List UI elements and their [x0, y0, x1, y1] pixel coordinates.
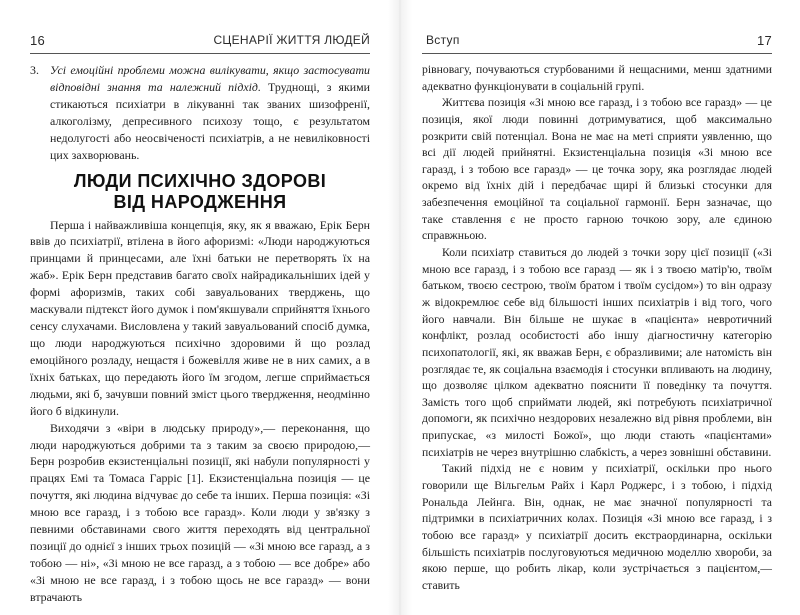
list-item-italic-lead: Усі емоційні проблеми можна вилікувати, якщо застосувати відповідні знання та належний підхід.	[50, 63, 370, 94]
right-running-head: Вступ	[426, 33, 460, 47]
right-body-text	[422, 62, 772, 595]
section-heading	[30, 171, 370, 213]
right-page	[400, 0, 800, 615]
section-heading-line-1: ЛЮДИ ПСИХІЧНО ЗДОРОВІ	[73, 170, 327, 191]
right-header-rule	[422, 53, 772, 54]
list-item-text: Труднощі, з якими стикаються психіатри в лікуванні так званих шизофренії, алкоголізму, депресивного психозу тощо, є результатом недолугості або неосвіченості психіатрів, а не невиліковності цих захворювань.	[50, 79, 370, 162]
right-paragraph-4: Такий підхід не є новим у психіатрії, оскільки про нього говорили ще Вільгельм Райх і Карл Роджерс, і з тобою, і підхід Рональда Лейнга. Він, однак, не має значної популярності та підтримки в психіатричних колах. Позиція «Зі мною все гаразд, і з тобою все гаразд» у психіатрії досить екстраординарна, оскільки більшість психіатрів послуговуються медичною моделлю хвороби, за якою перше, що робить лікар, коли зустрічається з пацієнтом,— ставить	[422, 462, 772, 592]
left-page-number: 16	[30, 33, 46, 48]
left-page-header	[30, 33, 370, 51]
right-page-header	[422, 33, 772, 51]
list-item-number: 3.	[30, 63, 39, 77]
left-running-head: СЦЕНАРІЇ ЖИТТЯ ЛЮДЕЙ	[213, 33, 370, 47]
left-paragraph-2: Виходячи з «віри в людську природу»,— переконання, що люди народжуються добрими та з таким за своєю природою,— Берн розробив екзистенціальні позиції, які набули популярності у працях Емі та Томаса Гарріс [1]. Екзистенціальна позиція — це почуття, які людина відчуває до себе та інших. Перша позиція: «Зі мною все гаразд, і з тобою все гаразд». Коли люди у зв'язку з певними обставинами свого життя переходять від центральної позиції до однієї з інших трьох позицій — «Зі мною все гаразд, а з тобою — ні», «Зі мною не все гаразд, а з тобою — все добре» або «Зі мною не все гаразд, і з тобою щось не все гаразд» — вони втрачають	[30, 420, 370, 604]
right-page-number: 17	[756, 33, 772, 48]
left-paragraph-1: Перша і найважливіша концепція, яку, як я вважаю, Ерік Берн ввів до психіатрії, втілена в його афоризмі: «Люди народжуються принцами й принцесами, але їхні батьки не перетворять їх на жаб». Ерік Берн представив багато своїх найрадикальніших ідей у формі афоризмів, таких собі завуальованих тверджень, що маскували підтекст його думок і пом'якшували сприйняття їхнього сенсу слухачами. Висловлена у такий завуальований спосіб думка, що люди народжуються психічно здоровими й що розлад емоційного розладу, нещастя і божевілля живе не в них самих, а в їхніх батьках, що передають його їм згодом, легше сприймається людьми, які б, зачувши повний зміст цього твердження, неодмінно його б відкинули.	[30, 217, 370, 418]
right-paragraph-3: Коли психіатр ставиться до людей з точки зору цієї позиції («Зі мною все гаразд, і з тобою все гаразд — як і з твоєю матір'ю, твоїм батьком, твоєю сестрою, твоїм братом і твоїм сусідом») то він одразу ж відокремлює себе від більшості інших психіатрів і від того, чого його навчали. Він більше не шукає в «пацієнта» невротичний конфлікт, розлад особистості або іншу діагностичну категорію психопатології, які, як вважав Берн, є образливими; але натомість він розглядає те, як соціальна взаємодія і стосунки впливають на людину, що дозволяє цілком адекватно пояснити її поведінку та почуття. Замість того щоб сприймати людей, які потребують психіатричної допомоги, як психічно нездорових незалежно від рівня проблеми, він припускає, «з милості Божої», що люди стають «пацієнтами» психіатрів не через внутрішню слабкість, а через зовнішні обставини.	[422, 246, 772, 459]
numbered-list-item	[30, 62, 370, 164]
right-paragraph-1: рівновагу, почуваються стурбованими й нещасними, менш здатними адекватно функціонувати в соціальній групі.	[422, 63, 772, 93]
section-heading-line-2: ВІД НАРОДЖЕННЯ	[113, 191, 287, 212]
right-paragraph-2: Життєва позиція «Зі мною все гаразд, і з тобою все гаразд» — це позиція, якої люди повинні дотримуватися, щоб максимально розкрити свій потенціал. Вона не має на меті сприяти уявленню, що всі дії людей прийнятні. Екзистенціальна позиція «Зі мною все гаразд, і з тобою все гаразд» — це точка зору, яка розглядає людей окремо від їхніх дій і передбачає щирі й близькі стосунки для забезпечення емоційної та соціальної гармонії. Берн зазначає, що таке ставлення є не просто гарною точкою зору, але єдиною справжньою.	[422, 96, 772, 243]
left-body-text	[30, 62, 370, 606]
left-header-rule	[30, 53, 370, 54]
